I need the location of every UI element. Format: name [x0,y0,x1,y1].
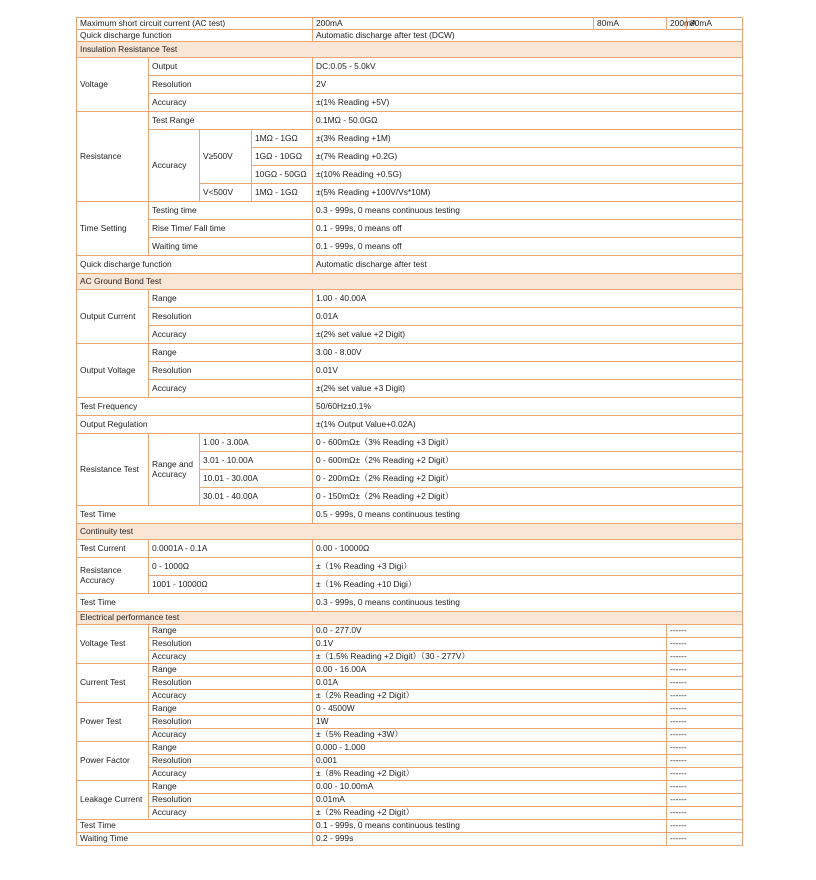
table-cell: 0.01A [313,308,743,326]
table-row [77,416,743,434]
section-title: Continuity test [77,524,743,540]
table-row [77,807,743,820]
table-cell: Time Setting [77,202,149,256]
table-cell: 0.2 - 999s [313,833,667,846]
table-cell: 1GΩ - 10GΩ [252,148,313,166]
table-row [77,794,743,807]
table-row [77,398,743,416]
table-row [77,256,743,274]
table-cell: 0.01mA [313,794,667,807]
table-cell: 80mA [687,18,743,30]
table-row [77,308,743,326]
table-cell: 0 - 4500W [313,703,667,716]
table-row [77,781,743,794]
table-row [77,344,743,362]
table-cell: Output [149,58,313,76]
table-cell: Output Current [77,290,149,344]
table-row [77,755,743,768]
table-cell: ------ [667,755,743,768]
table-cell: ------ [667,794,743,807]
table-cell: ±(2% set value +2 Digit) [313,326,743,344]
table-row [77,112,743,130]
table-cell: Resistance Accuracy [77,558,149,594]
table-row [77,58,743,76]
table-cell: 0.0 - 277.0V [313,625,667,638]
table-cell: Range [149,742,313,755]
table-cell: Resolution [149,638,313,651]
section-header-row [77,42,743,58]
table-cell: ±（1% Reading +10 Digi） [313,576,743,594]
table-cell: ------ [667,768,743,781]
table-cell: Voltage Test [77,625,149,664]
table-cell: Range [149,664,313,677]
table-cell: 0.01V [313,362,743,380]
table-cell: ±（2% Reading +2 Digit） [313,807,667,820]
table-cell: Resolution [149,362,313,380]
section-title: AC Ground Bond Test [77,274,743,290]
table-cell: 200mA [313,18,594,30]
table-cell: 0.01A [313,677,667,690]
table-cell: V≥500V [200,130,252,184]
table-cell: 0 - 1000Ω [149,558,313,576]
table-cell: ±(3% Reading +1M) [313,130,743,148]
table-row [77,290,743,308]
table-cell: ±（5% Reading +3W） [313,729,667,742]
table-cell: ------ [667,677,743,690]
table-cell: 0 - 600mΩ±（3% Reading +3 Digit） [313,434,743,452]
table-cell: Waiting Time [77,833,313,846]
table-cell: Resolution [149,677,313,690]
table-cell: ------ [667,729,743,742]
table-cell: ------ [667,638,743,651]
table-cell: 1MΩ - 1GΩ [252,184,313,202]
table-cell: Range [149,781,313,794]
table-row [77,677,743,690]
table-cell: ±(1% Output Value+0.02A) [313,416,743,434]
table-cell: Test Time [77,820,313,833]
table-cell: ±（8% Reading +2 Digit） [313,768,667,781]
table-cell: 0.001 [313,755,667,768]
table-cell: Range [149,290,313,308]
table-row [77,594,743,612]
table-cell: Quick discharge function [77,30,313,42]
table-row [77,380,743,398]
table-row [77,202,743,220]
table-cell: Test Range [149,112,313,130]
table-cell: 10GΩ - 50GΩ [252,166,313,184]
table-cell: ------ [667,742,743,755]
table-cell: 0.5 - 999s, 0 means continuous testing [313,506,743,524]
table-row [77,540,743,558]
table-cell: Output Regulation [77,416,313,434]
table-row [77,638,743,651]
table-cell: 1MΩ - 1GΩ [252,130,313,148]
table-cell: Resolution [149,76,313,94]
table-cell: ------ [667,664,743,677]
table-row [77,94,743,112]
section-header-row [77,612,743,625]
table-row [77,76,743,94]
table-row [77,506,743,524]
table-cell: Maximum short circuit current (AC test) [77,18,313,30]
table-cell: 30.01 - 40.00A [200,488,313,506]
table-cell: 1001 - 10000Ω [149,576,313,594]
table-cell: ±(1% Reading +5V) [313,94,743,112]
table-cell: Accuracy [149,729,313,742]
table-cell: 10.01 - 30.00A [200,470,313,488]
table-cell: ±（1% Reading +3 Digi） [313,558,743,576]
table-cell: Output Voltage [77,344,149,398]
table-cell: 1W [313,716,667,729]
table-cell: 0.1 - 999s, 0 means continuous testing [313,820,667,833]
table-cell: Accuracy [149,768,313,781]
table-cell: Range [149,344,313,362]
table-cell: ±（2% Reading +2 Digit） [313,690,667,703]
table-cell: ------ [667,690,743,703]
table-cell: Leakage Current [77,781,149,820]
table-cell: 3.01 - 10.00A [200,452,313,470]
table-cell: Resolution [149,716,313,729]
table-row [77,558,743,576]
table-cell: Accuracy [149,326,313,344]
table-cell: ------ [667,703,743,716]
table-cell: Test Time [77,506,313,524]
spec-table-body [77,18,743,846]
table-cell: Accuracy [149,690,313,703]
table-cell: Test Frequency [77,398,313,416]
table-cell: ------ [667,651,743,664]
table-row [77,362,743,380]
table-cell: ------ [667,781,743,794]
table-cell: ±(5% Reading +100V/Vs*10M) [313,184,743,202]
section-header-row [77,274,743,290]
table-row [77,664,743,677]
table-row [77,651,743,664]
table-cell: 0.1MΩ - 50.0GΩ [313,112,743,130]
table-cell: Power Factor [77,742,149,781]
table-row [77,820,743,833]
table-cell: 50/60Hz±0.1% [313,398,743,416]
table-row [77,716,743,729]
table-cell: Test Current [77,540,149,558]
table-cell: 1.00 - 3.00A [200,434,313,452]
table-cell: DC:0.05 - 5.0kV [313,58,743,76]
table-cell: Accuracy [149,807,313,820]
table-row [77,742,743,755]
table-cell: Accuracy [149,130,200,202]
table-row [77,625,743,638]
table-cell: 0.00 - 10000Ω [313,540,743,558]
table-cell: 0.3 - 999s, 0 means continuous testing [313,202,743,220]
table-cell: Voltage [77,58,149,112]
table-cell: 0 - 600mΩ±（2% Reading +2 Digit） [313,452,743,470]
table-cell: Resistance [77,112,149,202]
table-cell: Test Time [77,594,313,612]
table-cell: 0.000 - 1.000 [313,742,667,755]
section-title: Electrical performance test [77,612,743,625]
table-cell: 200mA [667,18,687,30]
table-row [77,833,743,846]
table-cell: 0.00 - 10.00mA [313,781,667,794]
table-cell: ±(7% Reading +0.2G) [313,148,743,166]
table-cell: ------ [667,833,743,846]
table-cell: Resistance Test [77,434,149,506]
table-row [77,238,743,256]
table-row [77,18,743,30]
table-cell: 1.00 - 40.00A [313,290,743,308]
section-title: Insulation Resistance Test [77,42,743,58]
table-cell: Rise Time/ Fall time [149,220,313,238]
table-cell: Range and Accuracy [149,434,200,506]
table-cell: 0.3 - 999s, 0 means continuous testing [313,594,743,612]
section-header-row [77,524,743,540]
table-cell: Automatic discharge after test (DCW) [313,30,743,42]
table-cell: V<500V [200,184,252,202]
table-cell: ±(2% set value +3 Digit) [313,380,743,398]
table-cell: Accuracy [149,94,313,112]
table-cell: 80mA [594,18,667,30]
table-cell: ±(10% Reading +0.5G) [313,166,743,184]
table-cell: Resolution [149,755,313,768]
table-cell: ------ [667,625,743,638]
table-cell: 2V [313,76,743,94]
table-cell: ------ [667,807,743,820]
table-cell: Current Test [77,664,149,703]
table-cell: ±（1.5% Reading +2 Digit）（30 - 277V） [313,651,667,664]
table-cell: Range [149,703,313,716]
table-cell: 0 - 150mΩ±（2% Reading +2 Digit） [313,488,743,506]
table-cell: Testing time [149,202,313,220]
table-cell: Automatic discharge after test [313,256,743,274]
table-cell: Waiting time [149,238,313,256]
table-cell: 0.1 - 999s, 0 means off [313,238,743,256]
table-row [77,576,743,594]
table-cell: Range [149,625,313,638]
table-cell: 0 - 200mΩ±（2% Reading +2 Digit） [313,470,743,488]
table-row [77,703,743,716]
table-row [77,30,743,42]
table-cell: ------ [667,820,743,833]
table-row [77,130,743,148]
table-cell: 3.00 - 8.00V [313,344,743,362]
table-cell: Accuracy [149,651,313,664]
table-cell: 0.1V [313,638,667,651]
table-cell: ------ [667,716,743,729]
table-row [77,326,743,344]
table-row [77,768,743,781]
table-cell: Resolution [149,308,313,326]
table-cell: 0.0001A - 0.1A [149,540,313,558]
table-row [77,729,743,742]
table-row [77,434,743,452]
table-cell: 0.00 - 16.00A [313,664,667,677]
table-cell: Resolution [149,794,313,807]
table-cell: Quick discharge function [77,256,313,274]
table-cell: Power Test [77,703,149,742]
spec-table [76,17,743,846]
table-row [77,220,743,238]
table-cell: 0.1 - 999s, 0 means off [313,220,743,238]
table-cell: Accuracy [149,380,313,398]
table-row [77,690,743,703]
